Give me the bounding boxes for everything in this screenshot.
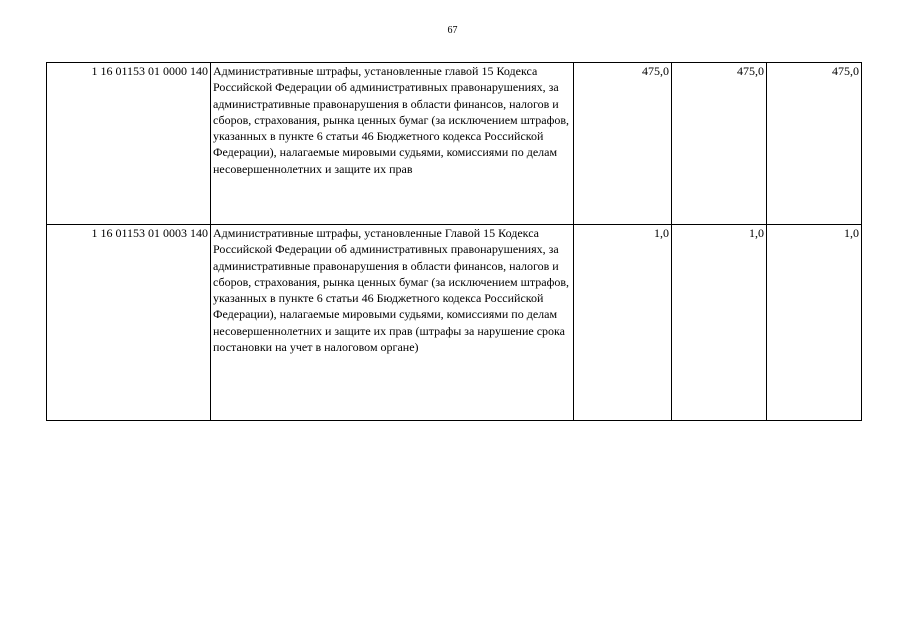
amount-cell-2: 475,0 bbox=[672, 63, 767, 225]
revenue-description-text: Административные штрафы, установленные главой 15 Кодекса Российской Федерации об административных правонарушениях, за административные правонарушения в области финансов, налогов и сборов, страхования, рынка ценных бумаг (за исключением штрафов, указанных в пункте 6 статьи 46 Бюджетного кодекса Российской Федерации), налагаемые мировыми судьями, комиссиями по делам несовершеннолетних и защите их прав bbox=[213, 64, 570, 176]
budget-revenue-table bbox=[46, 62, 862, 421]
amount-cell-1: 475,0 bbox=[574, 63, 672, 225]
amount-cell-3: 475,0 bbox=[767, 63, 862, 225]
amount-cell-1: 1,0 bbox=[574, 225, 672, 421]
revenue-description-text: Административные штрафы, установленные Главой 15 Кодекса Российской Федерации об административных правонарушениях, за административные правонарушения в области финансов, налогов и сборов, страхования, рынка ценных бумаг (за исключением штрафов, указанных в пункте 6 статьи 46 Бюджетного кодекса Российской Федерации), налагаемые мировыми судьями, комиссиями по делам несовершеннолетних и защите их прав (штрафы за нарушение срока постановки на учет в налоговом органе) bbox=[213, 226, 570, 355]
revenue-code-cell: 1 16 01153 01 0000 140 bbox=[47, 63, 211, 225]
amount-cell-2: 1,0 bbox=[672, 225, 767, 421]
revenue-code-cell: 1 16 01153 01 0003 140 bbox=[47, 225, 211, 421]
page-number: 67 bbox=[447, 25, 458, 36]
revenue-description-cell bbox=[211, 225, 574, 421]
revenue-description-cell bbox=[211, 63, 574, 225]
table-row bbox=[47, 63, 862, 225]
table-row bbox=[47, 225, 862, 421]
amount-cell-3: 1,0 bbox=[767, 225, 862, 421]
